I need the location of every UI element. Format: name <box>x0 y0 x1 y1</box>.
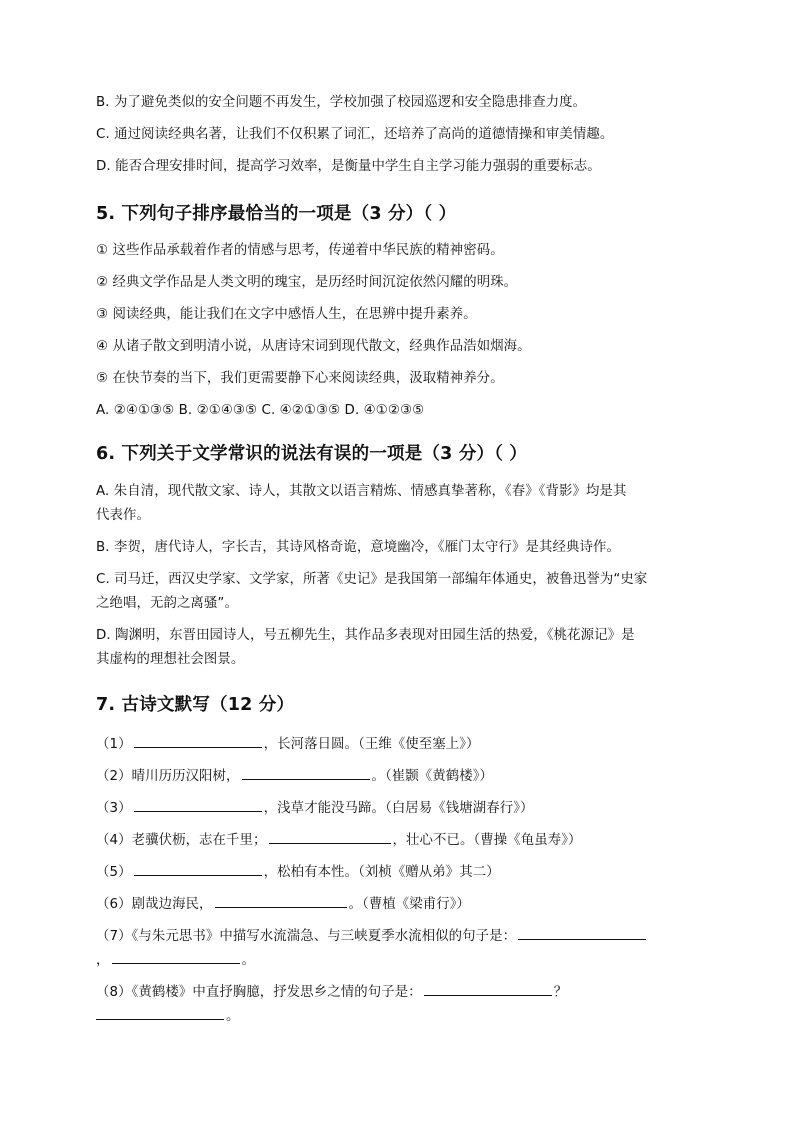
q7-item-5-text: ，松柏有本性。（刘桢《赠从弟》其二） <box>263 865 500 880</box>
q4-option-d: D. 能否合理安排时间，提高学习效率，是衡量中学生自主学习能力强弱的重要标志。 <box>96 159 601 174</box>
q7-item-6-blank[interactable] <box>215 893 347 908</box>
q7-item-7-end: 。 <box>241 953 255 968</box>
q7-item-7 <box>96 925 648 947</box>
q6-option-d-line2: 其虚构的理想社会图景。 <box>96 652 245 667</box>
q7-item-5 <box>96 861 500 883</box>
q4-option-c: C. 通过阅读经典名著，让我们不仅积累了词汇，还培养了高尚的道德情操和审美情趣。 <box>96 127 614 142</box>
q7-item-7-text: （7）《与朱元思书》中描写水流湍急、与三峡夏季水流相似的句子是： <box>96 929 517 944</box>
q7-item-8-blank-1[interactable] <box>424 981 552 996</box>
q5-options: A. ②④①③⑤ B. ②①④③⑤ C. ④②①③⑤ D. ④①②③⑤ <box>96 403 425 418</box>
q5-heading: 5. 下列句子排序最恰当的一项是（3 分）（ ） <box>96 204 457 224</box>
q7-item-4-text-before: （4）老骥伏枥，志在千里； <box>96 833 267 848</box>
q6-heading: 6. 下列关于文学常识的说法有误的一项是（3 分）（ ） <box>96 444 528 464</box>
q7-item-6 <box>96 893 470 915</box>
q7-item-8-end: 。 <box>226 1009 240 1024</box>
q6-option-a-line1: A. 朱自清，现代散文家、诗人，其散文以语言精炼、情感真挚著称，《春》《背影》均是其 <box>96 484 627 499</box>
q7-item-3-blank[interactable] <box>134 797 262 812</box>
q6-option-d-line1: D. 陶渊明，东晋田园诗人，号五柳先生，其作品多表现对田园生活的热爱，《桃花源记》是 <box>96 628 635 643</box>
q7-item-7-separator: ， <box>96 953 110 968</box>
q7-item-2-blank[interactable] <box>242 765 370 780</box>
q7-item-5-number: （5） <box>96 865 132 880</box>
q7-item-8-continued <box>96 1005 240 1027</box>
q6-option-b: B. 李贺，唐代诗人，字长吉，其诗风格奇诡，意境幽冷，《雁门太守行》是其经典诗作。 <box>96 540 620 555</box>
q7-item-4-blank[interactable] <box>269 829 391 844</box>
q7-item-3 <box>96 797 534 819</box>
q7-item-7-blank-1[interactable] <box>518 925 646 940</box>
q7-item-4 <box>96 829 581 851</box>
q7-item-1 <box>96 733 480 755</box>
q5-sentence-4: ④ 从诸子散文到明清小说，从唐诗宋词到现代散文，经典作品浩如烟海。 <box>96 339 531 354</box>
q7-item-2-text-after: 。（崔颢《黄鹤楼》） <box>371 769 494 784</box>
q7-item-6-text-before: （6）剧哉边海民， <box>96 897 213 912</box>
q6-option-c-line1: C. 司马迁，西汉史学家、文学家，所著《史记》是我国第一部编年体通史，被鲁迅誉为“史家 <box>96 572 648 587</box>
q6-option-a-line2: 代表作。 <box>96 508 150 523</box>
q7-item-1-blank[interactable] <box>134 733 262 748</box>
q5-sentence-1: ① 这些作品承载着作者的情感与思考，传递着中华民族的精神密码。 <box>96 243 504 258</box>
q7-item-8-text: （8）《黄鹤楼》中直抒胸臆，抒发思乡之情的句子是： <box>96 985 422 1000</box>
q7-item-2 <box>96 765 493 787</box>
q7-item-3-number: （3） <box>96 801 132 816</box>
q7-item-8-blank-2[interactable] <box>96 1005 224 1020</box>
q7-item-4-text-after: ，壮心不已。（曹操《龟虽寿》） <box>392 833 582 848</box>
q7-item-2-text-before: （2）晴川历历汉阳树， <box>96 769 240 784</box>
q5-sentence-3: ③ 阅读经典，能让我们在文字中感悟人生，在思辨中提升素养。 <box>96 307 477 322</box>
q7-item-5-blank[interactable] <box>134 861 262 876</box>
q5-sentence-2: ② 经典文学作品是人类文明的瑰宝，是历经时间沉淀依然闪耀的明珠。 <box>96 275 518 290</box>
q7-heading: 7. 古诗文默写（12 分） <box>96 695 295 715</box>
q7-item-8-question-mark: ？ <box>553 985 568 1000</box>
q5-sentence-5: ⑤ 在快节奏的当下，我们更需要静下心来阅读经典，汲取精神养分。 <box>96 371 504 386</box>
q6-option-c-line2: 之绝唱，无韵之离骚”。 <box>96 596 238 611</box>
q7-item-8 <box>96 981 567 1003</box>
q7-item-6-text-after: 。（曹植《梁甫行》） <box>348 897 471 912</box>
q7-item-1-number: （1） <box>96 737 132 752</box>
q7-item-7-continued <box>96 949 255 971</box>
q7-item-3-text: ，浅草才能没马蹄。（白居易《钱塘湖春行》） <box>263 801 534 816</box>
q7-item-1-text: ，长河落日圆。（王维《使至塞上》） <box>263 737 480 752</box>
q4-option-b: B. 为了避免类似的安全问题不再发生，学校加强了校园巡逻和安全隐患排查力度。 <box>96 95 587 110</box>
q7-item-7-blank-2[interactable] <box>112 949 240 964</box>
